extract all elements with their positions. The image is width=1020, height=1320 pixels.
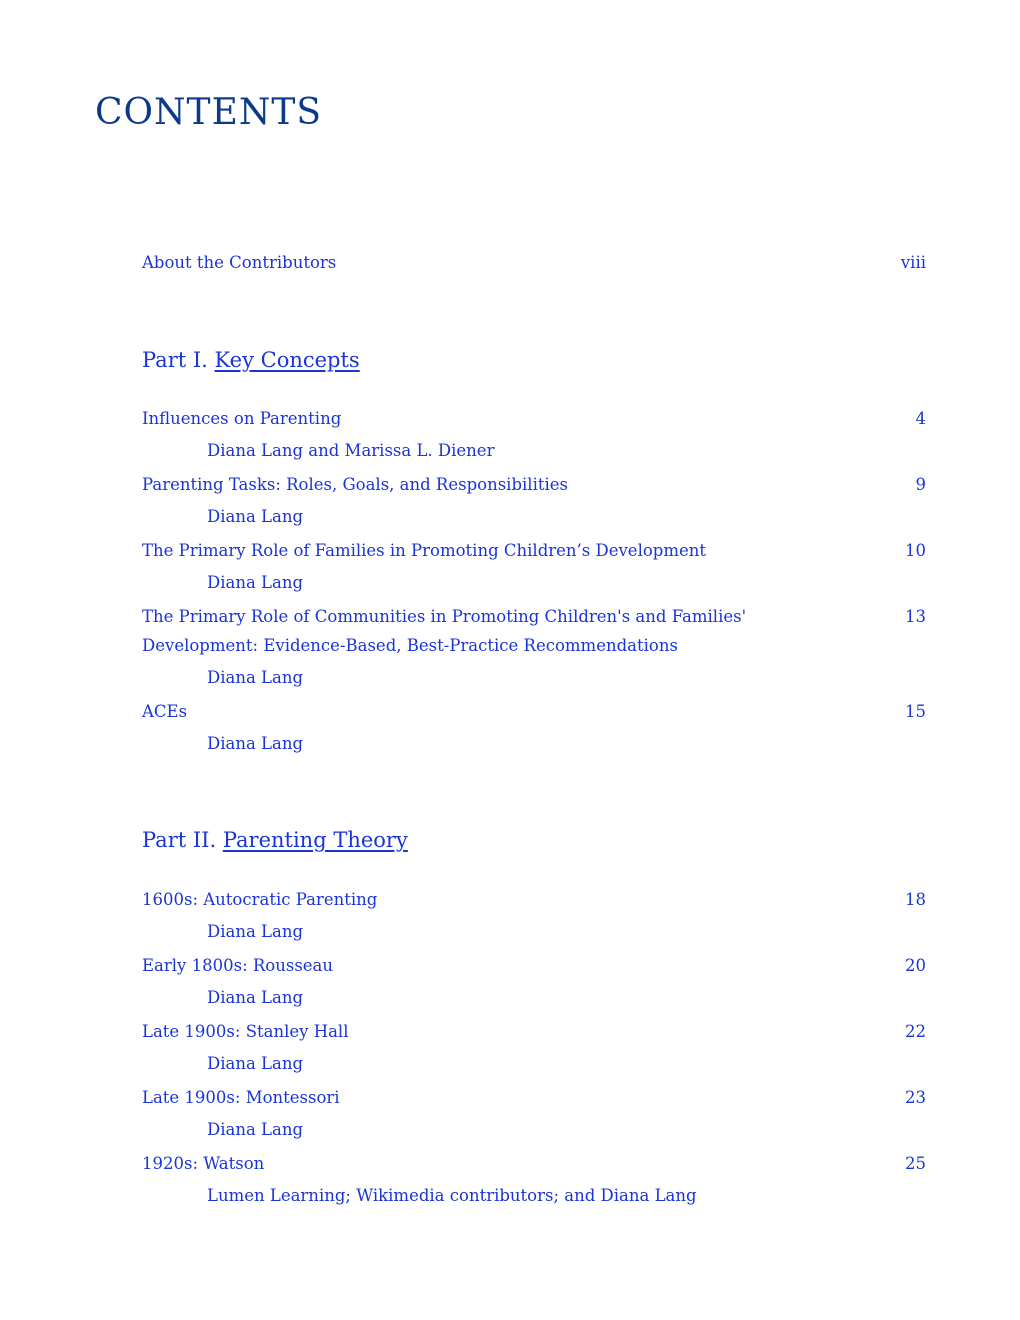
- toc-entry: [142, 1083, 926, 1112]
- toc-entry: [142, 1017, 926, 1046]
- toc-entry-author: Lumen Learning; Wikimedia contributors; and Diana Lang: [207, 1186, 697, 1205]
- toc-entry-page-link[interactable]: viii: [900, 253, 926, 272]
- toc-entry-page-link[interactable]: 4: [915, 409, 926, 428]
- toc-entry-page-link[interactable]: 15: [905, 702, 926, 721]
- toc-entry-page-link[interactable]: 10: [905, 541, 926, 560]
- toc-entry-page-link[interactable]: 20: [905, 956, 926, 975]
- toc-entry-page-link[interactable]: 9: [915, 475, 926, 494]
- toc-entry: [142, 602, 926, 660]
- toc-entry-author: Diana Lang: [207, 573, 304, 592]
- toc-entry-about-contributors: [142, 248, 926, 277]
- toc-entry-title-link[interactable]: Late 1900s: Montessori: [142, 1088, 340, 1107]
- part-label: Part II.: [142, 828, 217, 852]
- toc-entry: [142, 885, 926, 914]
- toc-entry-title-link[interactable]: Late 1900s: Stanley Hall: [142, 1022, 349, 1041]
- toc-entry: [142, 1149, 926, 1178]
- toc-entry-author: Diana Lang: [207, 668, 304, 687]
- toc-entry: [142, 404, 926, 433]
- toc-entry-author: Diana Lang: [207, 988, 304, 1007]
- part-heading-2: [142, 825, 408, 855]
- toc-entry-title-link[interactable]: The Primary Role of Families in Promoting Children’s Development: [142, 541, 707, 560]
- toc-entry-author: Diana Lang: [207, 922, 304, 941]
- toc-entry-page-link[interactable]: 13: [905, 607, 926, 626]
- toc-entry: [142, 697, 926, 726]
- toc-entry-title-link[interactable]: Early 1800s: Rousseau: [142, 956, 334, 975]
- toc-entry-title-link[interactable]: ACEs: [142, 702, 188, 721]
- toc-entry: [142, 951, 926, 980]
- page-title: CONTENTS: [95, 92, 323, 133]
- part-title-link[interactable]: Parenting Theory: [222, 828, 408, 852]
- toc-entry-title-link[interactable]: Influences on Parenting: [142, 409, 342, 428]
- toc-entry-page-link[interactable]: 22: [905, 1022, 926, 1041]
- toc-entry-page-link[interactable]: 18: [905, 890, 926, 909]
- toc-entry-author: Diana Lang: [207, 734, 304, 753]
- toc-entry: [142, 470, 926, 499]
- toc-entry-title-link[interactable]: Parenting Tasks: Roles, Goals, and Responsibilities: [142, 475, 568, 494]
- toc-entry-author: Diana Lang: [207, 1054, 304, 1073]
- toc-entry-page-link[interactable]: 25: [905, 1154, 926, 1173]
- toc-entry-page-link[interactable]: 23: [905, 1088, 926, 1107]
- part-title-link[interactable]: Key Concepts: [214, 348, 360, 372]
- toc-entry-title-link[interactable]: 1920s: Watson: [142, 1154, 265, 1173]
- toc-entry-author: Diana Lang: [207, 507, 304, 526]
- toc-entry: [142, 536, 926, 565]
- part-label: Part I.: [142, 348, 208, 372]
- toc-entry-author: Diana Lang and Marissa L. Diener: [207, 441, 495, 460]
- toc-entry-title-link[interactable]: The Primary Role of Communities in Promoting Children's and Families' Development: Evidence-Based, Best-Practice Recommendations: [142, 607, 747, 655]
- toc-entry-author: Diana Lang: [207, 1120, 304, 1139]
- toc-entry-title-link[interactable]: 1600s: Autocratic Parenting: [142, 890, 378, 909]
- table-of-contents: [142, 0, 926, 1320]
- part-heading-1: [142, 345, 360, 375]
- toc-entry-title-link[interactable]: About the Contributors: [142, 253, 337, 272]
